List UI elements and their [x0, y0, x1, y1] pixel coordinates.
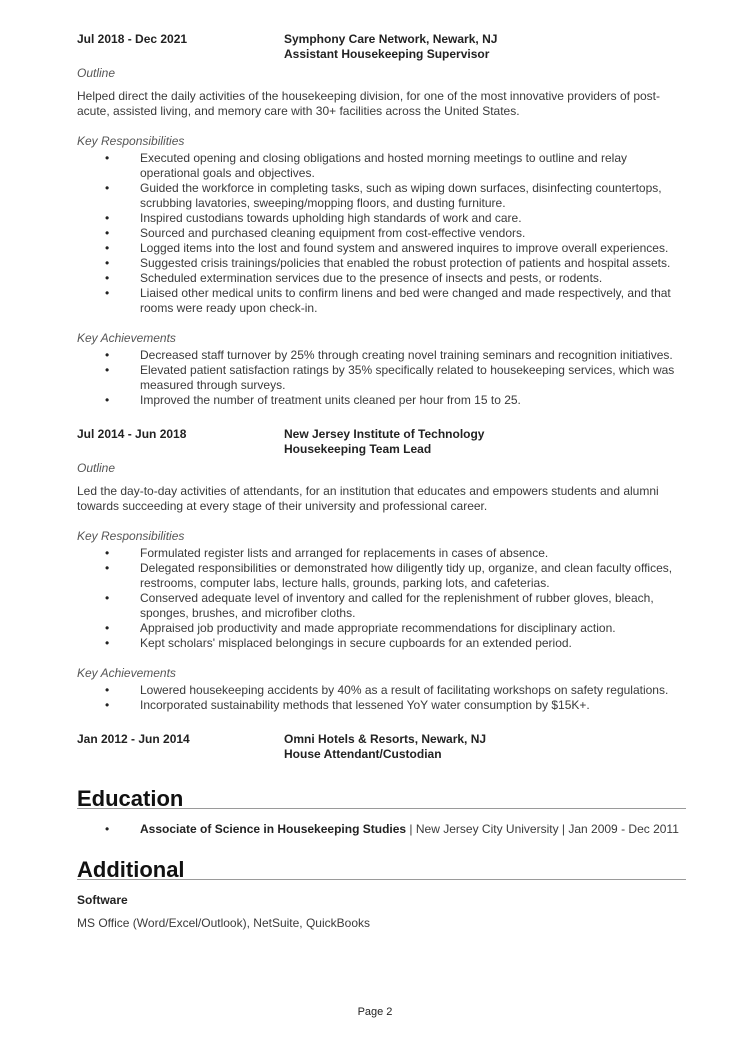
software-list: MS Office (Word/Excel/Outlook), NetSuite, QuickBooks	[77, 916, 370, 930]
list-item: • Liaised other medical units to confirm linens and bed were changed and made respectively, and that rooms were ready upon check-in.	[77, 286, 680, 316]
outline-label: Outline	[77, 66, 116, 80]
job-dates: Jul 2018 - Dec 2021	[77, 32, 188, 46]
education-item	[77, 822, 680, 837]
list-item: • Conserved adequate level of inventory and called for the replenishment of rubber gloves, bleach, sponges, brushes, and microfiber cloths.	[77, 591, 680, 621]
job-entry	[77, 32, 677, 408]
section-divider	[77, 808, 686, 809]
degree-name: Associate of Science in Housekeeping Studies	[140, 822, 407, 836]
list-item: • Suggested crisis trainings/policies that enabled the robust protection of patients and hospital assets.	[77, 256, 680, 271]
list-item: • Decreased staff turnover by 25% through creating novel training seminars and recognition initiatives.	[77, 348, 680, 363]
achievements-label: Key Achievements	[77, 666, 176, 680]
education-heading: Education	[77, 786, 184, 811]
degree-details: | New Jersey City University | Jan 2009 - Dec 2011	[406, 822, 679, 836]
list-item: • Delegated responsibilities or demonstrated how diligently tidy up, organize, and clean faculty offices, restrooms, computer labs, lecture halls, grounds, parking lots, and cafeterias.	[77, 561, 680, 591]
education-list	[77, 822, 697, 837]
software-label: Software	[77, 893, 128, 907]
responsibilities-list	[77, 546, 677, 651]
list-item: • Formulated register lists and arranged for replacements in cases of absence.	[77, 546, 680, 561]
section-divider	[77, 879, 686, 880]
job-company: Symphony Care Network, Newark, NJ	[284, 32, 498, 46]
job-dates: Jan 2012 - Jun 2014	[77, 732, 190, 746]
list-item: • Lowered housekeeping accidents by 40% as a result of facilitating workshops on safety regulations.	[77, 683, 680, 698]
list-item: • Kept scholars' misplaced belongings in secure cupboards for an extended period.	[77, 636, 680, 651]
job-company: Omni Hotels & Resorts, Newark, NJ	[284, 732, 487, 746]
list-item: • Logged items into the lost and found system and answered inquires to improve overall experiences.	[77, 241, 680, 256]
additional-heading: Additional	[77, 857, 185, 882]
outline-label: Outline	[77, 461, 116, 475]
list-item: • Incorporated sustainability methods that lessened YoY water consumption by $15K+.	[77, 698, 680, 713]
job-entry	[77, 427, 677, 713]
list-item: • Sourced and purchased cleaning equipment from cost-effective vendors.	[77, 226, 680, 241]
page-number: Page 2	[357, 1006, 393, 1018]
job-dates: Jul 2014 - Jun 2018	[77, 427, 187, 441]
responsibilities-label: Key Responsibilities	[77, 134, 185, 148]
responsibilities-label: Key Responsibilities	[77, 529, 185, 543]
job-role: House Attendant/Custodian	[284, 747, 442, 761]
job-role: Housekeeping Team Lead	[284, 442, 432, 456]
outline-text: Helped direct the daily activities of the housekeeping division, for one of the most innovative providers of post-acute, assisted living, and memory care with 30+ facilities across the United States.	[77, 89, 660, 118]
list-item: • Elevated patient satisfaction ratings by 35% specifically related to housekeeping services, which was measured through surveys.	[77, 363, 680, 393]
job-role: Assistant Housekeeping Supervisor	[284, 47, 490, 61]
list-item: • Inspired custodians towards upholding high standards of work and care.	[77, 211, 680, 226]
list-item: • Improved the number of treatment units cleaned per hour from 15 to 25.	[77, 393, 680, 408]
job-company: New Jersey Institute of Technology	[284, 427, 485, 441]
list-item: • Appraised job productivity and made appropriate recommendations for disciplinary action.	[77, 621, 680, 636]
job-entry	[77, 732, 677, 764]
list-item: • Executed opening and closing obligations and hosted morning meetings to outline and relay operational goals and objectives.	[77, 151, 680, 181]
outline-text: Led the day-to-day activities of attendants, for an institution that educates and empowers students and alumni towards succeeding at every stage of their university and professional career.	[77, 484, 659, 513]
responsibilities-list	[77, 151, 677, 316]
list-item: • Scheduled extermination services due to the presence of insects and pests, or rodents.	[77, 271, 680, 286]
list-item: • Guided the workforce in completing tasks, such as wiping down surfaces, disinfecting countertops, scrubbing lavatories, sweeping/mopping floors, and dusting furniture.	[77, 181, 680, 211]
achievements-label: Key Achievements	[77, 331, 176, 345]
achievements-list	[77, 348, 677, 408]
achievements-list	[77, 683, 677, 713]
